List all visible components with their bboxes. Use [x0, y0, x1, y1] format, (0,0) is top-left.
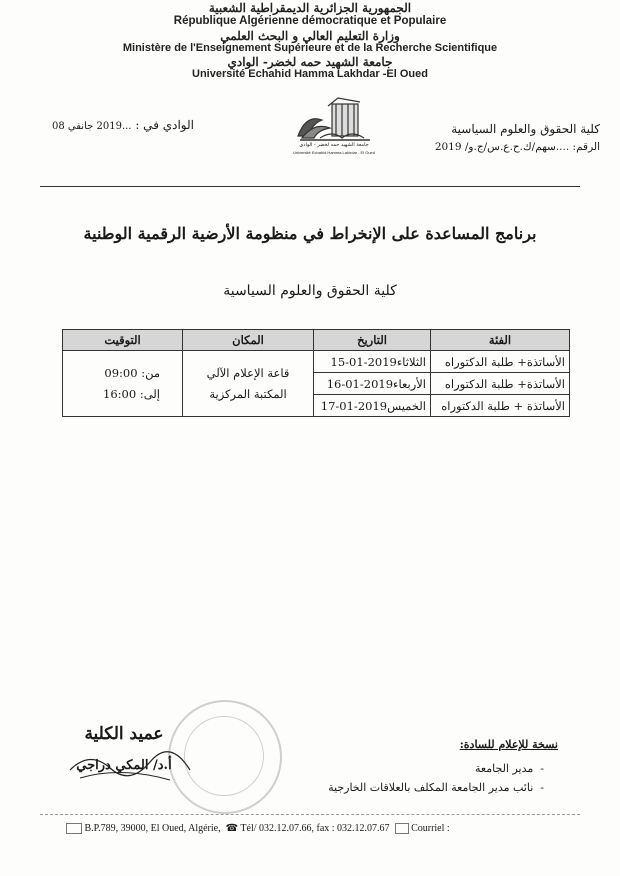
- copy-to-item-label: نائب مدير الجامعة المكلف بالعلاقات الخارجية: [328, 781, 534, 794]
- logo-caption-fr: Université Echahid Hamma Lakhdar - El Oued: [292, 150, 376, 155]
- phone-icon: ☎: [225, 823, 239, 834]
- row-date-value: 2019-01-15: [330, 354, 397, 369]
- reference-number: [435, 141, 600, 153]
- time-from-label: من:: [141, 365, 160, 380]
- row-day: الأربعاء: [393, 376, 426, 391]
- table-header-row: [63, 330, 570, 351]
- header-divider: [40, 186, 580, 187]
- faculty-name-header: كلية الحقوق والعلوم السياسية: [451, 122, 600, 136]
- date-line: [52, 118, 194, 132]
- row-date-value: 2019-01-16: [326, 376, 394, 391]
- logo-caption-ar: جامعة الشهيد حمه لخضر - الوادي: [299, 142, 369, 148]
- header-university-ar: جامعة الشهيد حمه لخضر- الوادي: [227, 55, 393, 69]
- row-day: الثلاثاء: [396, 354, 426, 369]
- time-to-value: 16:00: [103, 386, 137, 401]
- date-label: الوادي في :: [135, 118, 194, 132]
- footer: [66, 823, 566, 834]
- row-day: الخميس: [387, 398, 426, 413]
- row-category: الأساتذة + طلبة الدكتوراه: [431, 395, 570, 417]
- date-value: ...2019 جانفي 08: [52, 121, 132, 132]
- time-to: [67, 384, 160, 405]
- copy-to-heading: نسخة للإعلام للسادة:: [459, 738, 558, 751]
- footer-divider: [40, 814, 580, 815]
- header-ministry-ar: وزارة التعليم العالي و البحث العلمي: [220, 29, 400, 43]
- header-republic-fr: République Algérienne démocratique et Populaire: [173, 15, 447, 27]
- col-header-date: التاريخ: [314, 330, 431, 351]
- schedule-table: [62, 329, 570, 417]
- signature-scribble-icon: [60, 740, 200, 790]
- header-university-fr: Université Echahid Hamma Lakhdar -El Oued: [192, 68, 428, 80]
- copy-to-item-label: مدير الجامعة: [475, 762, 534, 775]
- col-header-place: المكان: [183, 330, 314, 351]
- footer-email-label: Courriel :: [411, 823, 450, 834]
- time-to-label: إلى:: [139, 386, 160, 401]
- mail-icon: [66, 823, 82, 834]
- row-category: الأساتذة+ طلبة الدكتوراه: [431, 351, 570, 373]
- signature-name: أ.د/ المكي دراجي: [76, 758, 172, 773]
- copy-to-item: - مدير الجامعة: [475, 762, 544, 775]
- footer-address: B.P.789, 39000, El Oued, Algérie,: [84, 823, 221, 834]
- table-row: [63, 351, 570, 373]
- row-date: [314, 395, 431, 417]
- time-from: [67, 363, 160, 384]
- row-category: الأساتذة+ طلبة الدكتوراه: [431, 373, 570, 395]
- header-ministry-fr: Ministère de l'Enseignement Supérieure et de la Recherche Scientifique: [122, 42, 498, 54]
- time-from-value: 09:00: [104, 365, 138, 380]
- document-subtitle: كلية الحقوق والعلوم السياسية: [223, 283, 397, 299]
- row-date: [314, 373, 431, 395]
- row-date-value: 2019-01-17: [320, 398, 388, 413]
- email-icon: [395, 823, 409, 834]
- place-cell: [183, 351, 314, 417]
- copy-to-item: - نائب مدير الجامعة المكلف بالعلاقات الخارجية: [328, 781, 544, 794]
- col-header-category: الفئة: [431, 330, 570, 351]
- place-line-2: المكتبة المركزية: [209, 386, 287, 401]
- university-logo: [292, 94, 376, 160]
- time-cell: [63, 351, 183, 417]
- document-title: برنامج المساعدة على الإنخراط في منظومة الأرضية الرقمية الوطنية: [83, 224, 537, 243]
- header-republic-ar: الجمهورية الجزائرية الديمقراطية الشعبية: [208, 1, 412, 15]
- col-header-time: التوقيت: [63, 330, 183, 351]
- university-logo-icon: [292, 94, 376, 144]
- reference-label: الرقم:: [572, 141, 600, 153]
- footer-phone-fax: Tél/ 032.12.07.66, fax : 032.12.07.67: [240, 823, 390, 834]
- place-line-1: قاعة الإعلام الآلي: [206, 365, 290, 380]
- reference-value: ....سهم/ك.ح.ع.س/ج.و/ 2019: [434, 141, 570, 153]
- signature-title: عميد الكلية: [84, 724, 164, 744]
- row-date: [314, 351, 431, 373]
